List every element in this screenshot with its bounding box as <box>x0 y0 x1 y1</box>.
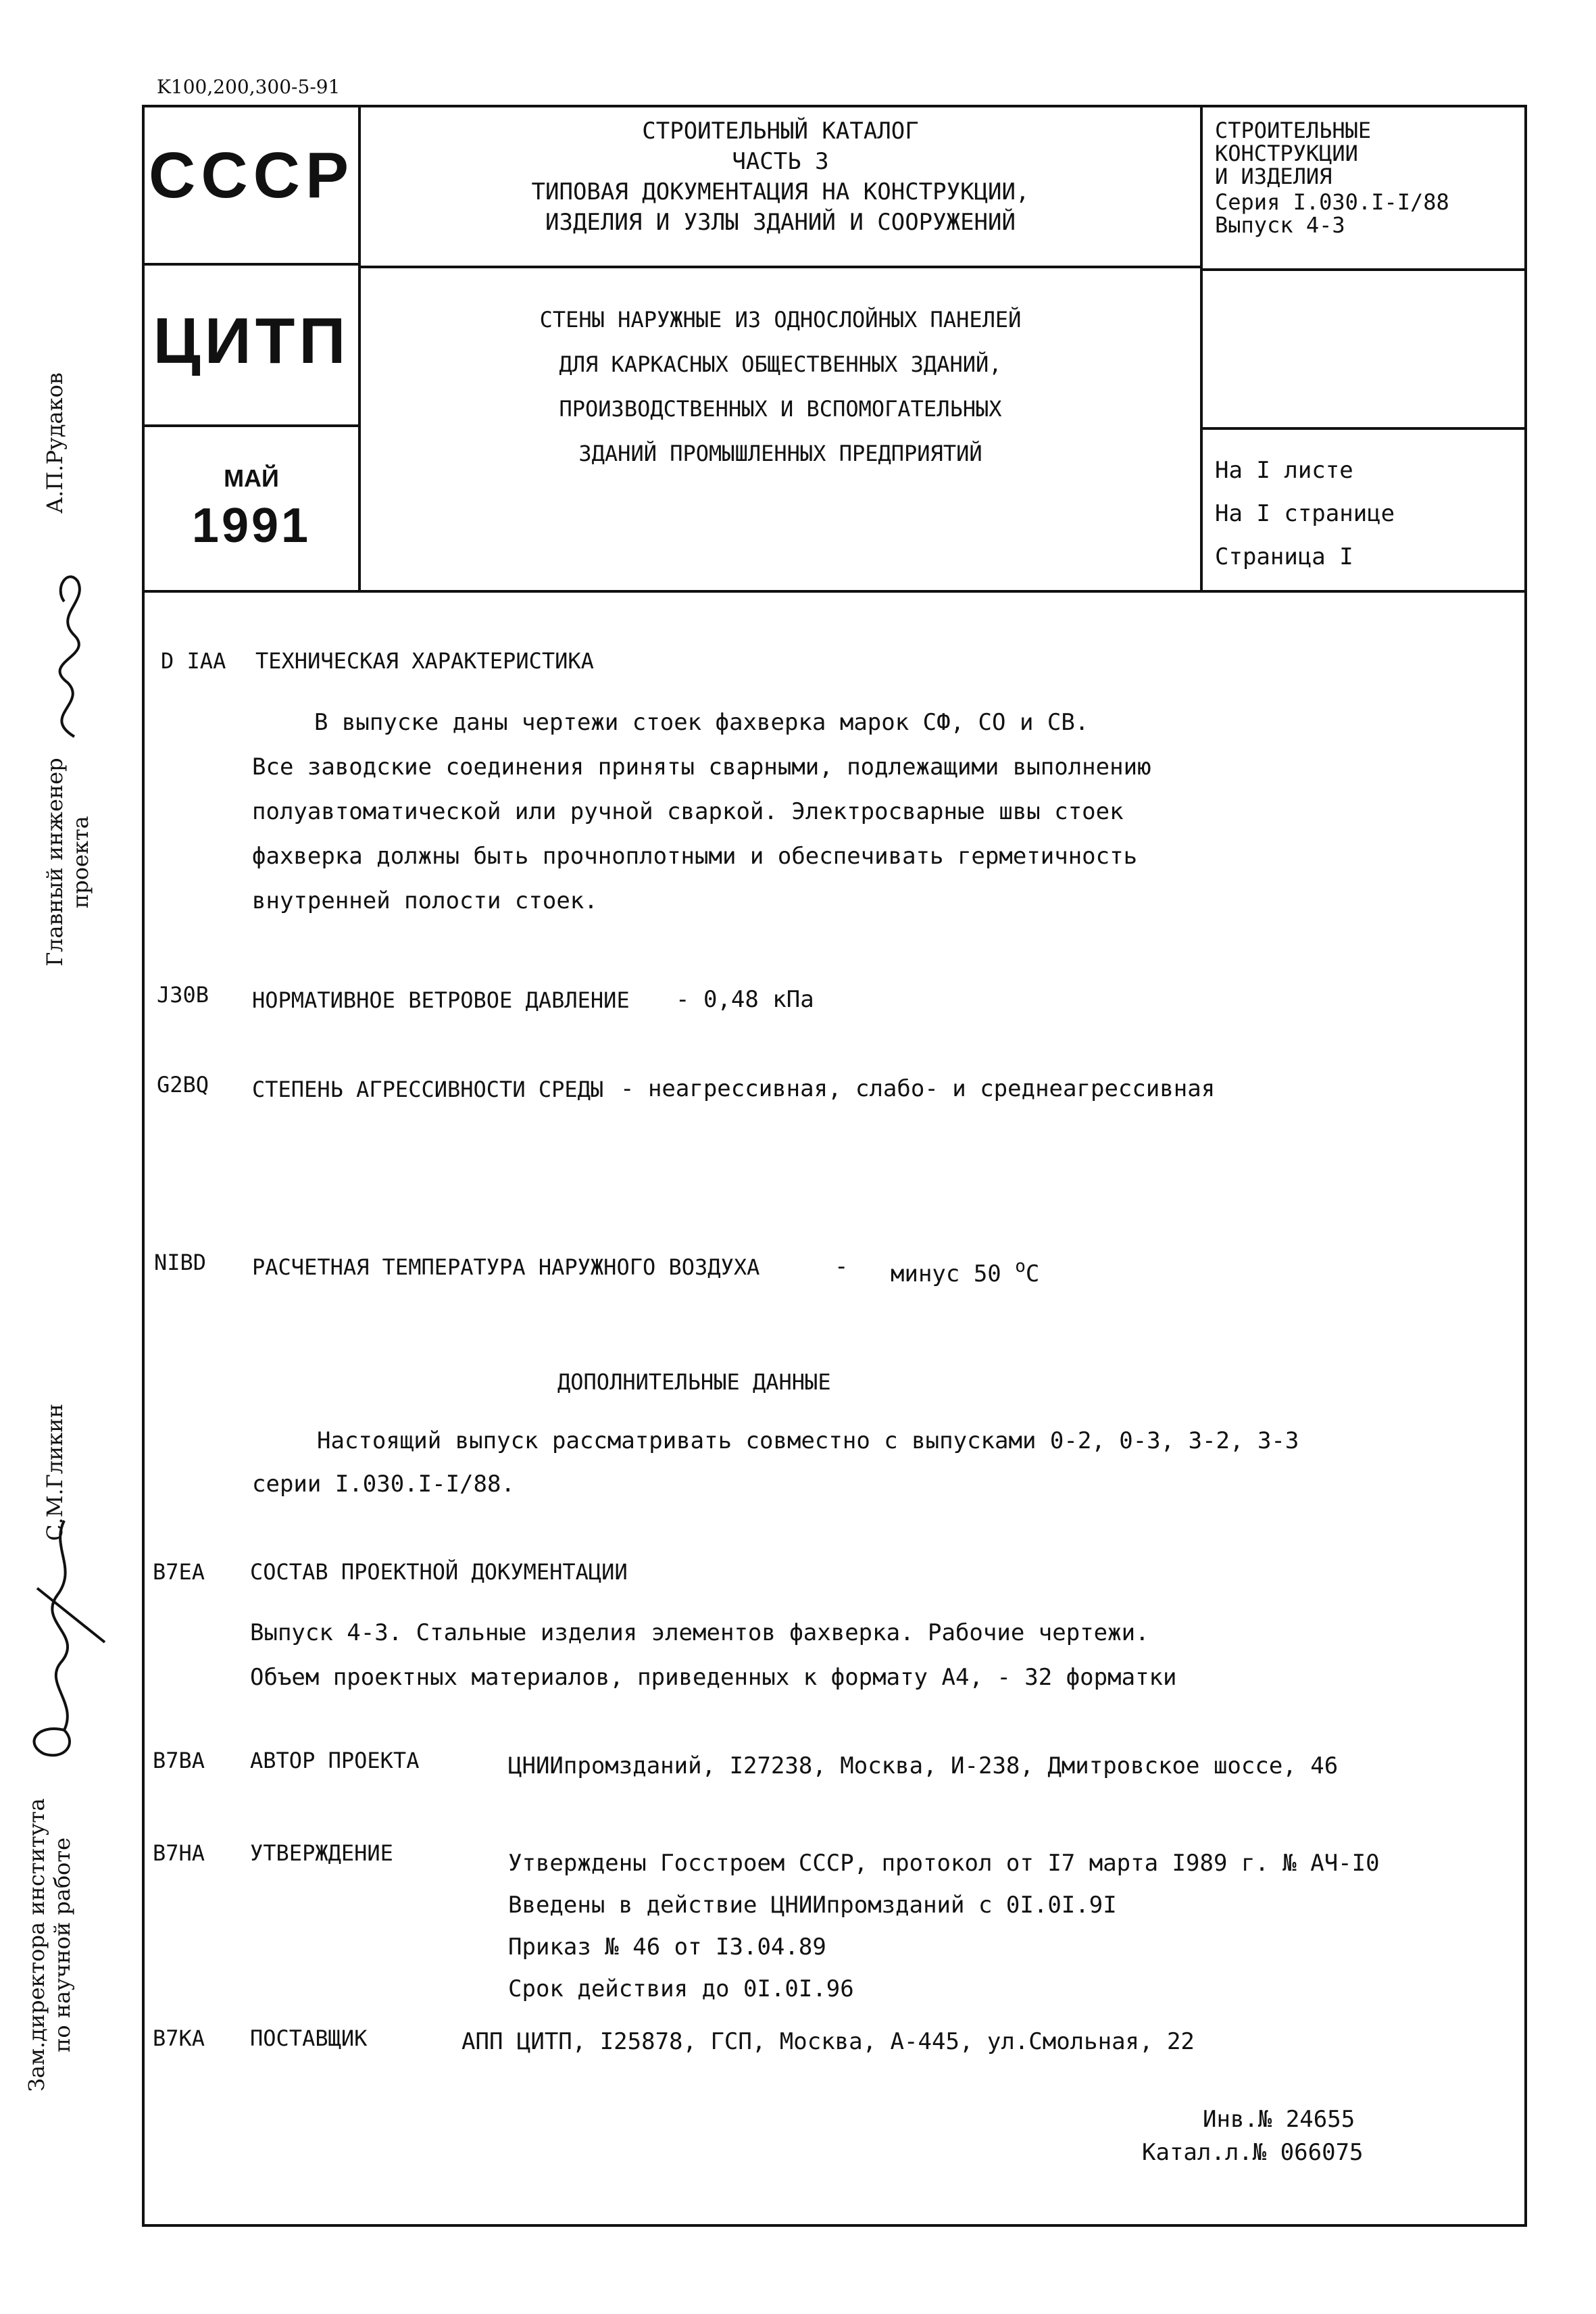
catalog-line: ТИПОВАЯ ДОКУМЕНТАЦИЯ НА КОНСТРУКЦИИ, <box>531 178 1030 205</box>
extra-line: Настоящий выпуск рассматривать совместно с выпусками 0-2, 0-3, 3-2, 3-3 <box>317 1427 1299 1454</box>
tech-line: фахверка должны быть прочноплотными и обеспечивать герметичность <box>252 843 1138 870</box>
temp-dash: - <box>834 1253 849 1280</box>
extra-line: серии I.030.I-I/88. <box>252 1471 515 1498</box>
docs-line: Объем проектных материалов, приведенных к формату А4, - 32 форматки <box>250 1664 1177 1691</box>
chief-engineer-name: А.П.Рудаков <box>42 372 68 514</box>
aggr-value: - неагрессивная, слабо- и среднеагрессивная <box>620 1075 1216 1102</box>
extra-paragraph <box>252 1419 1299 1506</box>
supplier-label: ПОСТАВЩИК <box>250 2025 368 2051</box>
tech-line: внутренней полости стоек. <box>252 887 598 914</box>
tech-line: В выпуске даны чертежи стоек фахверка марок СФ, СО и СВ. <box>314 709 1089 736</box>
aggr-label: СТЕПЕНЬ АГРЕССИВНОСТИ СРЕДЫ <box>252 1077 604 1102</box>
extra-heading: ДОПОЛНИТЕЛЬНЫЕ ДАННЫЕ <box>557 1369 831 1395</box>
tech-line: Все заводские соединения приняты сварными, подлежащими выполнению <box>252 754 1151 781</box>
page-count: На I странице <box>1215 500 1395 527</box>
approval-line: Введены в действие ЦНИИпромзданий с 0I.0I.9I <box>508 1892 1117 1919</box>
docs-paragraph <box>250 1610 1176 1700</box>
aggr-code: G2BQ <box>157 1072 209 1098</box>
docs-heading: СОСТАВ ПРОЕКТНОЙ ДОКУМЕНТАЦИИ <box>250 1559 628 1585</box>
role-line: проекта <box>68 816 93 909</box>
wind-label: НОРМАТИВНОЕ ВЕТРОВОЕ ДАВЛЕНИЕ <box>252 987 630 1013</box>
title-line: ДЛЯ КАРКАСНЫХ ОБЩЕСТВЕННЫХ ЗДАНИЙ, <box>559 351 1002 377</box>
temp-code: NIBD <box>154 1250 207 1275</box>
temp-number: минус 50 <box>891 1260 1001 1287</box>
tech-heading: ТЕХНИЧЕСКАЯ ХАРАКТЕРИСТИКА <box>255 648 594 674</box>
catalog-line: ИЗДЕЛИЯ И УЗЛЫ ЗДАНИЙ И СООРУЖЕНИЙ <box>545 209 1016 236</box>
rule-mid <box>361 266 1201 268</box>
deputy-director-role <box>24 1798 75 2092</box>
role-line: Главный инженер <box>42 758 68 966</box>
document-title <box>361 297 1200 476</box>
country-label: СССР <box>148 139 354 212</box>
supplier-value: АПП ЦИТП, I25878, ГСП, Москва, А-445, ул.Смольная, 22 <box>462 2028 1195 2055</box>
approval-code: B7HA <box>153 1840 205 1866</box>
supplier-code: B7KA <box>153 2025 205 2051</box>
title-line: ПРОИЗВОДСТВЕННЫХ И ВСПОМОГАТЕЛЬНЫХ <box>559 396 1002 422</box>
document-code: K100,200,300-5-91 <box>157 76 341 98</box>
header-divider-right <box>1200 105 1203 591</box>
issue-year: 1991 <box>191 499 311 553</box>
approval-label: УТВЕРЖДЕНИЕ <box>250 1840 393 1866</box>
tech-line: полуавтоматической или ручной сваркой. Электросварные швы стоек <box>252 798 1124 825</box>
catalog-title <box>361 116 1200 238</box>
approval-details <box>508 1842 1380 2010</box>
temp-value <box>891 1252 1039 1288</box>
rule-right-1 <box>1201 268 1527 271</box>
signature-deputy-director <box>10 1507 118 1764</box>
wind-value: - 0,48 кПа <box>676 986 814 1013</box>
author-value: ЦНИИпромзданий, I27238, Москва, И-238, Дмитровское шоссе, 46 <box>508 1752 1339 1779</box>
catalog-sheet-number: Катал.л.№ 066075 <box>1142 2139 1364 2166</box>
series-line: СТРОИТЕЛЬНЫЕ <box>1215 118 1372 143</box>
page-number: Страница I <box>1215 543 1353 570</box>
temp-label: РАСЧЕТНАЯ ТЕМПЕРАТУРА НАРУЖНОГО ВОЗДУХА <box>252 1254 760 1280</box>
author-code: B7BA <box>153 1748 205 1773</box>
docs-code: B7EA <box>153 1559 205 1585</box>
catalog-line: СТРОИТЕЛЬНЫЙ КАТАЛОГ <box>642 118 919 145</box>
title-line: ЗДАНИЙ ПРОМЫШЛЕННЫХ ПРЕДПРИЯТИЙ <box>578 441 982 466</box>
rule-right-2 <box>1201 427 1527 430</box>
tech-paragraph <box>252 700 1151 923</box>
author-label: АВТОР ПРОЕКТА <box>250 1748 420 1773</box>
temp-unit: C <box>1025 1260 1040 1287</box>
inventory-number: Инв.№ 24655 <box>1203 2106 1355 2133</box>
series-number: Серия I.030.I-I/88 <box>1215 189 1449 215</box>
wind-code: J30B <box>157 982 209 1008</box>
approval-line: Срок действия до 0I.0I.96 <box>508 1975 854 2002</box>
degree-sign: o <box>1015 1256 1026 1277</box>
issue-month: МАЙ <box>224 464 279 492</box>
issue-number: Выпуск 4-3 <box>1215 212 1345 238</box>
rule-left-2 <box>142 424 361 427</box>
signature-chief-engineer <box>27 561 101 750</box>
series-line: КОНСТРУКЦИИ <box>1215 141 1358 166</box>
series-line: И ИЗДЕЛИЯ <box>1215 164 1332 189</box>
docs-line: Выпуск 4-3. Стальные изделия элементов фахверка. Рабочие чертежи. <box>250 1619 1149 1646</box>
institute-label: ЦИТП <box>153 305 350 377</box>
sheet-count: На I листе <box>1215 457 1353 484</box>
approval-line: Утверждены Госстроем СССР, протокол от I7 марта I989 г. № АЧ-I0 <box>508 1850 1380 1877</box>
approval-line: Приказ № 46 от I3.04.89 <box>508 1934 826 1961</box>
role-line: по научной работе <box>49 1837 75 2052</box>
title-line: СТЕНЫ НАРУЖНЫЕ ИЗ ОДНОСЛОЙНЫХ ПАНЕЛЕЙ <box>539 307 1022 333</box>
catalog-line: ЧАСТЬ 3 <box>732 148 829 175</box>
tech-code: D IAA <box>161 648 226 674</box>
sheet-info <box>1215 449 1395 578</box>
rule-left-1 <box>142 263 361 266</box>
header-bottom-rule <box>142 590 1527 593</box>
series-box <box>1215 119 1519 237</box>
chief-engineer-role <box>42 758 93 966</box>
deputy-director-name: С.М.Гликин <box>42 1403 68 1541</box>
role-line: Зам.директора института <box>24 1798 49 2092</box>
